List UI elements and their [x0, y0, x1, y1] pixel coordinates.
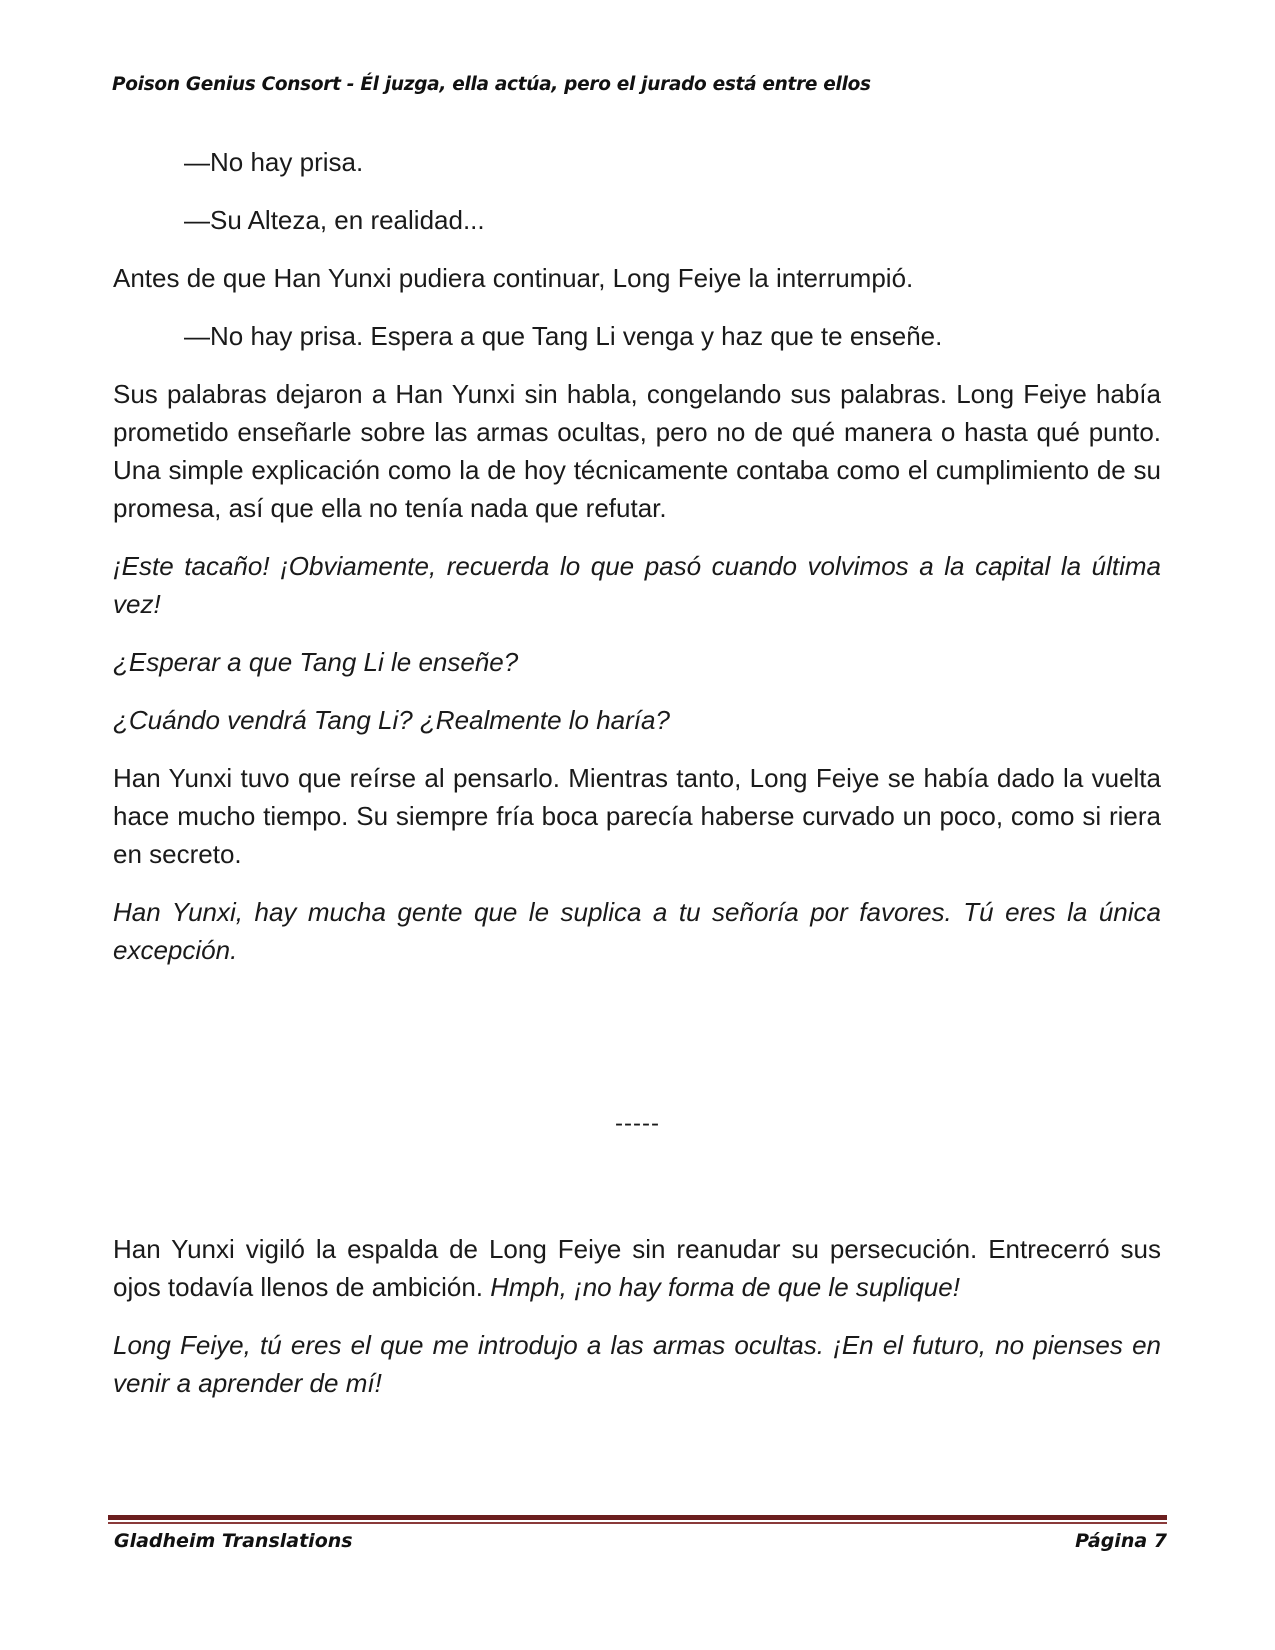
- paragraph-narration-3: Han Yunxi tuvo que reírse al pensarlo. Mientras tanto, Long Feiye se había dado la vuelta hace mucho tiempo. Su siempre fría boca parecía haberse curvado un poco, como si riera en secreto.: [113, 763, 1161, 869]
- paragraph-thought-5: Long Feiye, tú eres el que me introdujo a las armas ocultas. ¡En el futuro, no pienses en venir a aprender de mí!: [113, 1330, 1161, 1398]
- narration-4-text: Han Yunxi vigiló la espalda de Long Feiye sin reanudar su persecución. Entrecerró sus ojos todavía llenos de ambición.: [113, 1234, 1161, 1302]
- running-header: Poison Genius Consort - Él juzga, ella actúa, pero el jurado está entre ellos: [112, 74, 871, 95]
- paragraph-thought-2: ¿Esperar a que Tang Li le enseñe?: [113, 647, 519, 677]
- page-number: Página 7: [1075, 1530, 1167, 1552]
- paragraph-dialogue-3: —No hay prisa. Espera a que Tang Li venga y haz que te enseñe.: [184, 321, 943, 351]
- body-text-bottom: [113, 1230, 1161, 1422]
- body-text-top: [113, 143, 1161, 989]
- scene-separator: -----: [615, 1110, 660, 1137]
- paragraph-thought-1: ¡Este tacaño! ¡Obviamente, recuerda lo que pasó cuando volvimos a la capital la última vez!: [113, 551, 1161, 619]
- paragraph-narration-4: [113, 1230, 1161, 1306]
- paragraph-thought-4: Han Yunxi, hay mucha gente que le suplica a tu señoría por favores. Tú eres la única excepción.: [113, 897, 1161, 965]
- paragraph-narration-1: Antes de que Han Yunxi pudiera continuar, Long Feiye la interrumpió.: [113, 263, 914, 293]
- narration-4-thought: Hmph, ¡no hay forma de que le suplique!: [490, 1272, 960, 1302]
- paragraph-narration-2: Sus palabras dejaron a Han Yunxi sin habla, congelando sus palabras. Long Feiye había prometido enseñarle sobre las armas ocultas, pero no de qué manera o hasta qué punto. Una simple explicación como la de hoy técnicamente contaba como el cumplimiento de su promesa, así que ella no tenía nada que refutar.: [113, 379, 1161, 523]
- footer-rule-thin: [108, 1522, 1167, 1524]
- paragraph-dialogue-2: —Su Alteza, en realidad...: [184, 205, 485, 235]
- footer-publisher: Gladheim Translations: [114, 1530, 353, 1552]
- paragraph-thought-3: ¿Cuándo vendrá Tang Li? ¿Realmente lo haría?: [113, 705, 670, 735]
- paragraph-dialogue-1: —No hay prisa.: [184, 147, 364, 177]
- footer-rule: [108, 1515, 1167, 1520]
